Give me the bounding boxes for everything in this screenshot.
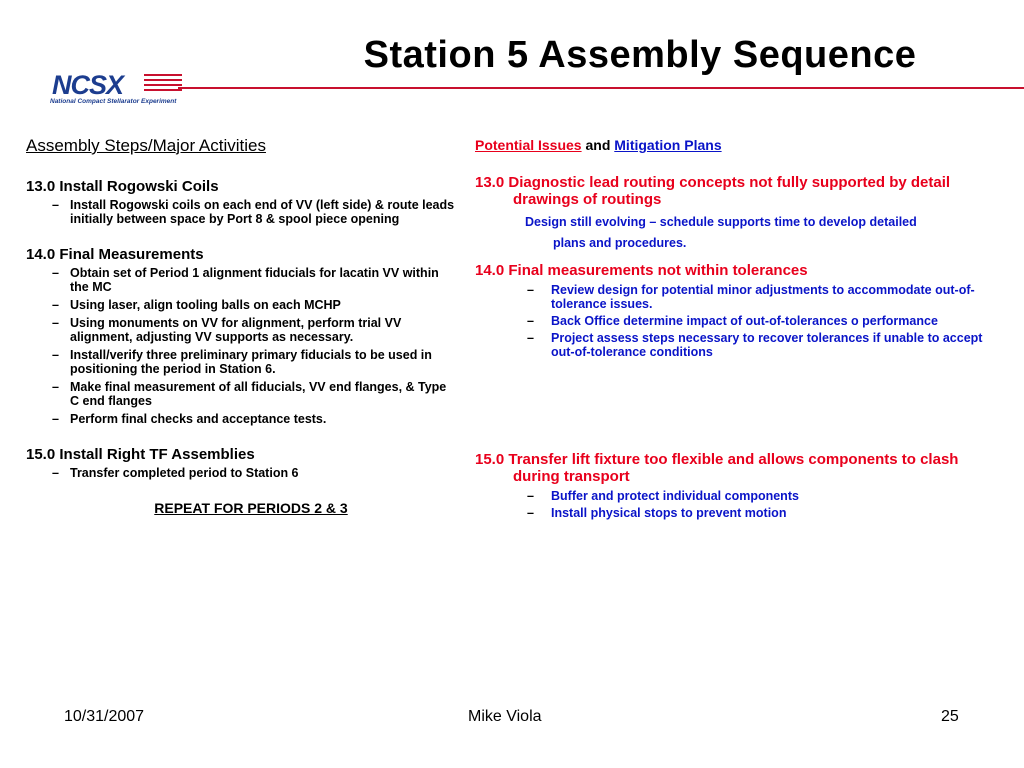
- potential-issues-label: Potential Issues: [475, 137, 582, 153]
- step-items: [26, 466, 456, 480]
- issues-heading: [475, 137, 995, 153]
- logo-subtitle: National Compact Stellarator Experiment: [50, 98, 177, 105]
- header-rule: [178, 87, 1024, 89]
- mitigation-note-line: Design still evolving – schedule supports time to develop detailed: [525, 215, 917, 229]
- ncsx-logo: [46, 68, 186, 110]
- step-item: – Install Rogowski coils on each end of VV (left side) & route leads initially between space by Port 8 & spool piece opening: [70, 198, 456, 226]
- mitigation-items: [475, 283, 995, 359]
- step-item: – Using monuments on VV for alignment, perform trial VV alignment, adjusting VV supports as necessary.: [70, 316, 456, 344]
- step-item: – Make final measurement of all fiducials, VV end flanges, & Type C end flanges: [70, 380, 456, 408]
- mitigation-item: – Install physical stops to prevent motion: [551, 506, 995, 520]
- footer-author: Mike Viola: [468, 708, 542, 725]
- mitigation-plans-label: Mitigation Plans: [614, 137, 722, 153]
- mitigation-note-line: plans and procedures.: [553, 236, 687, 250]
- step-item: – Transfer completed period to Station 6: [70, 466, 456, 480]
- issues-column: [475, 137, 995, 523]
- footer-date: 10/31/2007: [64, 708, 145, 725]
- step-item: – Install/verify three preliminary primary fiducials to be used in positioning the period in Station 6.: [70, 348, 456, 376]
- step-title: 13.0 Install Rogowski Coils: [26, 178, 219, 195]
- step-title: 15.0 Install Right TF Assemblies: [26, 446, 255, 463]
- mitigation-item: – Back Office determine impact of out-of-tolerances o performance: [551, 314, 995, 328]
- step-title: 14.0 Final Measurements: [26, 246, 204, 263]
- step-items: [26, 266, 456, 426]
- mitigation-item: – Review design for potential minor adjustments to accommodate out-of-tolerance issues.: [551, 283, 995, 311]
- step-items: [26, 198, 456, 226]
- step-item: – Using laser, align tooling balls on each MCHP: [70, 298, 456, 312]
- and-label: and: [585, 137, 611, 153]
- logo-text: NCSX: [52, 70, 124, 100]
- step-item: – Perform final checks and acceptance tests.: [70, 412, 456, 426]
- mitigation-item: – Project assess steps necessary to recover tolerances if unable to accept out-of-tolerance conditions: [551, 331, 995, 359]
- repeat-note: REPEAT FOR PERIODS 2 & 3: [154, 500, 348, 516]
- slide-title: Station 5 Assembly Sequence: [363, 34, 917, 76]
- step-item: – Obtain set of Period 1 alignment fiducials for lacatin VV within the MC: [70, 266, 456, 294]
- logo-stripes-icon: [144, 74, 182, 94]
- issue-title: 15.0 Transfer lift fixture too flexible and allows components to clash during transport: [475, 451, 959, 485]
- issue-title: 14.0 Final measurements not within tolerances: [475, 262, 808, 279]
- issue-title: 13.0 Diagnostic lead routing concepts not fully supported by detail drawings of routings: [475, 174, 951, 208]
- mitigation-item: – Buffer and protect individual components: [551, 489, 995, 503]
- mitigation-note: [475, 212, 995, 254]
- assembly-steps-heading: Assembly Steps/Major Activities: [26, 136, 266, 155]
- mitigation-items: [475, 489, 995, 520]
- assembly-steps-column: [26, 136, 456, 516]
- footer-page-number: 25: [941, 708, 959, 725]
